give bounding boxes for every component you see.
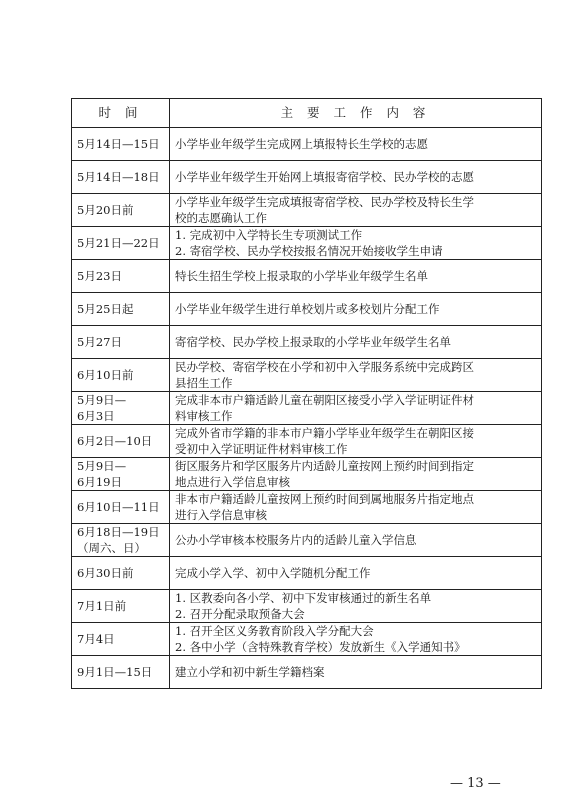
content-text: 2. 召开分配录取预备大会 [175, 607, 305, 621]
content-cell [170, 293, 542, 326]
time-text: 6月19日 [77, 475, 122, 489]
time-cell [72, 656, 170, 689]
table-row [72, 425, 542, 458]
content-cell [170, 425, 542, 458]
content-text: 1. 召开全区义务教育阶段入学分配大会 [175, 624, 374, 638]
time-cell [72, 425, 170, 458]
content-text: 非本市户籍适龄儿童按网上预约时间到属地服务片指定地点 [175, 492, 474, 506]
time-text: 5月9日— [77, 459, 127, 473]
content-text: 料审核工作 [175, 409, 233, 423]
content-text: 小学毕业年级学生开始网上填报寄宿学校、民办学校的志愿 [175, 170, 474, 184]
content-text: 2. 各中小学（含特殊教育学校）发放新生《入学通知书》 [175, 640, 466, 654]
time-text: 9月1日—15日 [77, 665, 153, 679]
schedule-body [72, 128, 542, 689]
time-cell [72, 161, 170, 194]
content-text: 完成外省市学籍的非本市户籍小学毕业年级学生在朝阳区接 [175, 426, 474, 440]
time-text: （周六、日） [77, 541, 146, 555]
time-text: 5月21日—22日 [77, 236, 160, 250]
content-cell [170, 359, 542, 392]
time-cell [72, 293, 170, 326]
table-header-row [72, 99, 542, 128]
content-text: 校的志愿确认工作 [175, 211, 267, 225]
time-text: 5月14日—18日 [77, 170, 160, 184]
content-cell [170, 623, 542, 656]
time-text: 6月30日前 [77, 566, 134, 580]
content-text: 受初中入学证明证件材料审核工作 [175, 442, 348, 456]
table-row [72, 326, 542, 359]
table-row [72, 227, 542, 260]
content-text: 地点进行入学信息审核 [175, 475, 290, 489]
content-text: 民办学校、寄宿学校在小学和初中入学服务系统中完成跨区 [175, 360, 474, 374]
time-cell [72, 326, 170, 359]
table-row [72, 194, 542, 227]
content-text: 1. 区教委向各小学、初中下发审核通过的新生名单 [175, 591, 432, 605]
time-text: 5月9日— [77, 393, 127, 407]
time-cell [72, 524, 170, 557]
page-number: — 13 — [450, 776, 501, 791]
time-cell [72, 590, 170, 623]
content-cell [170, 392, 542, 425]
content-cell [170, 458, 542, 491]
time-text: 7月1日前 [77, 599, 127, 613]
content-text: 2. 寄宿学校、民办学校按报名情况开始接收学生申请 [175, 244, 443, 258]
content-cell [170, 557, 542, 590]
table-row [72, 260, 542, 293]
content-text: 特长生招生学校上报录取的小学毕业年级学生名单 [175, 269, 428, 283]
time-text: 5月20日前 [77, 203, 134, 217]
table-row [72, 128, 542, 161]
table-row [72, 557, 542, 590]
table-row [72, 293, 542, 326]
content-text: 1. 完成初中入学特长生专项测试工作 [175, 228, 363, 242]
time-text: 5月27日 [77, 335, 122, 349]
table-row [72, 161, 542, 194]
table-row [72, 491, 542, 524]
content-cell [170, 128, 542, 161]
schedule-table [71, 98, 542, 689]
content-text: 县招生工作 [175, 376, 233, 390]
table-row [72, 458, 542, 491]
time-text: 6月10日—11日 [77, 500, 160, 514]
header-time: 时 间 [72, 99, 170, 128]
content-text: 小学毕业年级学生完成网上填报特长生学校的志愿 [175, 137, 428, 151]
time-cell [72, 260, 170, 293]
header-content: 主 要 工 作 内 容 [170, 99, 542, 128]
table-row [72, 656, 542, 689]
time-cell [72, 227, 170, 260]
content-cell [170, 491, 542, 524]
content-text: 街区服务片和学区服务片内适龄儿童按网上预约时间到指定 [175, 459, 474, 473]
content-cell [170, 260, 542, 293]
table-row [72, 359, 542, 392]
table-row [72, 392, 542, 425]
content-text: 完成非本市户籍适龄儿童在朝阳区接受小学入学证明证件材 [175, 393, 474, 407]
time-text: 5月25日起 [77, 302, 134, 316]
time-cell [72, 128, 170, 161]
time-text: 6月10日前 [77, 368, 134, 382]
content-cell [170, 656, 542, 689]
time-text: 7月4日 [77, 632, 115, 646]
content-text: 小学毕业年级学生完成填报寄宿学校、民办学校及特长生学 [175, 195, 474, 209]
time-cell [72, 194, 170, 227]
time-text: 6月18日—19日 [77, 525, 160, 539]
content-text: 进行入学信息审核 [175, 508, 267, 522]
time-cell [72, 491, 170, 524]
time-cell [72, 359, 170, 392]
time-text: 6月2日—10日 [77, 434, 153, 448]
table-row [72, 623, 542, 656]
content-text: 寄宿学校、民办学校上报录取的小学毕业年级学生名单 [175, 335, 451, 349]
time-cell [72, 557, 170, 590]
table-row [72, 590, 542, 623]
content-cell [170, 524, 542, 557]
content-cell [170, 326, 542, 359]
time-text: 5月23日 [77, 269, 122, 283]
content-text: 完成小学入学、初中入学随机分配工作 [175, 566, 371, 580]
content-cell [170, 194, 542, 227]
time-cell [72, 392, 170, 425]
time-text: 6月3日 [77, 409, 115, 423]
table-row [72, 524, 542, 557]
content-cell [170, 227, 542, 260]
content-text: 公办小学审核本校服务片内的适龄儿童入学信息 [175, 533, 417, 547]
content-text: 小学毕业年级学生进行单校划片或多校划片分配工作 [175, 302, 440, 316]
time-cell [72, 623, 170, 656]
time-text: 5月14日—15日 [77, 137, 160, 151]
time-cell [72, 458, 170, 491]
content-text: 建立小学和初中新生学籍档案 [175, 665, 325, 679]
content-cell [170, 590, 542, 623]
content-cell [170, 161, 542, 194]
